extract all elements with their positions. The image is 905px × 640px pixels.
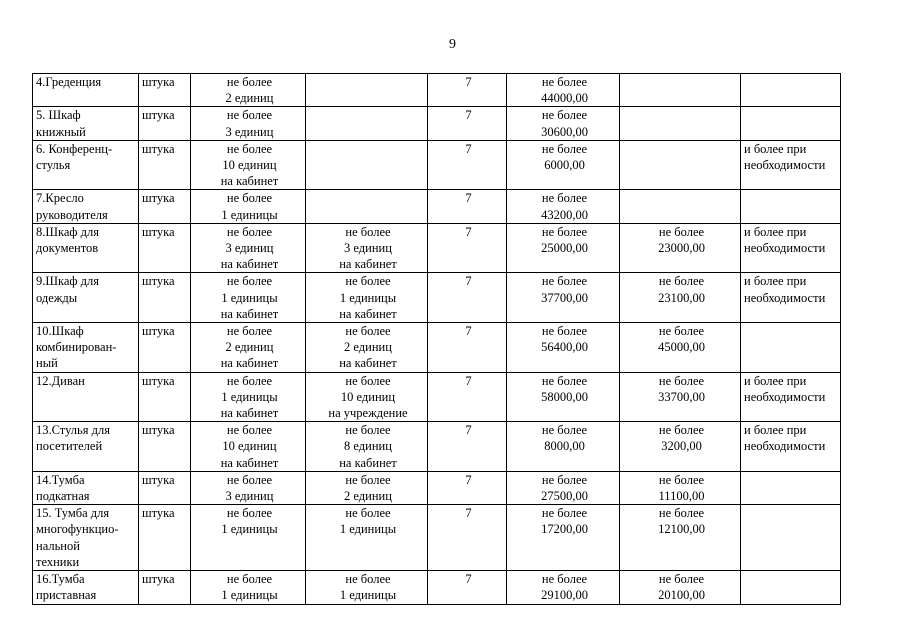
- note-cell: [741, 372, 841, 422]
- price-alt-cell: [620, 505, 741, 571]
- cell-line: на кабинет: [339, 306, 397, 321]
- quantity-alt-cell: [306, 190, 428, 223]
- price-cell: [507, 372, 620, 422]
- cell-line: не более: [226, 75, 273, 89]
- price-cell: [507, 74, 620, 107]
- cell-line: 45000,00: [658, 340, 705, 355]
- cell-line: 23000,00: [658, 241, 705, 256]
- cell-line: 10.Шкаф: [36, 324, 84, 339]
- item-name-cell: [33, 422, 139, 472]
- cell-line: не более: [345, 224, 391, 239]
- cell-line: 12.Диван: [36, 373, 85, 388]
- unit-cell: штука: [139, 107, 191, 140]
- cell-line: не более: [658, 224, 705, 239]
- quantity-alt-cell: [306, 273, 428, 323]
- quantity-cell: [191, 273, 306, 323]
- unit-cell: штука: [139, 74, 191, 107]
- item-name-cell: [33, 140, 139, 190]
- cell-line: не более: [226, 472, 273, 487]
- quantity-alt-cell: [306, 505, 428, 571]
- service-years-cell: 7: [428, 74, 507, 107]
- cell-line: 2 единиц: [344, 489, 392, 504]
- cell-line: не более: [658, 472, 705, 487]
- item-name-cell: [33, 74, 139, 107]
- cell-line: не более: [345, 324, 391, 339]
- cell-line: 3 единиц: [344, 241, 392, 256]
- cell-line: 3 единиц: [225, 489, 274, 504]
- note-cell: [741, 571, 841, 604]
- cell-line: 43200,00: [541, 207, 588, 222]
- price-alt-cell: [620, 372, 741, 422]
- cell-line: на кабинет: [339, 356, 397, 371]
- cell-line: 9.Шкаф для: [36, 274, 99, 289]
- price-alt-cell: [620, 422, 741, 472]
- note-cell: [741, 107, 841, 140]
- cell-line: руководителя: [36, 207, 108, 222]
- cell-line: 58000,00: [541, 389, 588, 404]
- cell-line: на кабинет: [220, 174, 279, 189]
- cell-line: не более: [541, 224, 588, 239]
- service-years-cell: 7: [428, 571, 507, 604]
- cell-line: 13.Стулья для: [36, 423, 110, 438]
- cell-line: не более: [226, 108, 273, 123]
- cell-line: 2 единиц: [225, 91, 274, 106]
- cell-line: 10 единиц: [222, 158, 277, 173]
- item-name-cell: [33, 471, 139, 504]
- price-alt-cell: [620, 273, 741, 323]
- cell-line: не более: [658, 423, 705, 438]
- price-cell: [507, 505, 620, 571]
- cell-line: не более: [541, 373, 588, 388]
- service-years-cell: 7: [428, 140, 507, 190]
- cell-line: необходимости: [744, 241, 826, 256]
- cell-line: не более: [226, 506, 273, 521]
- price-cell: [507, 323, 620, 373]
- quantity-cell: [191, 505, 306, 571]
- price-alt-cell: [620, 223, 741, 273]
- cell-line: 8 единиц: [344, 439, 392, 454]
- quantity-alt-cell: [306, 323, 428, 373]
- cell-line: не более: [345, 472, 391, 487]
- table-row: [33, 422, 841, 472]
- note-cell: [741, 223, 841, 273]
- cell-line: на учреждение: [328, 406, 408, 421]
- cell-line: необходимости: [744, 439, 826, 454]
- cell-line: 7.Кресло: [36, 191, 84, 206]
- cell-line: не более: [345, 373, 391, 388]
- quantity-cell: [191, 471, 306, 504]
- cell-line: 1 единицы: [339, 290, 397, 305]
- cell-line: на кабинет: [220, 257, 279, 272]
- cell-line: 17200,00: [541, 522, 588, 537]
- cell-line: 2 единиц: [225, 340, 274, 355]
- quantity-cell: [191, 372, 306, 422]
- table-row: [33, 471, 841, 504]
- quantity-alt-cell: [306, 422, 428, 472]
- quantity-cell: [191, 190, 306, 223]
- cell-line: 1 единицы: [221, 389, 278, 404]
- cell-line: не более: [541, 108, 588, 123]
- cell-line: не более: [541, 274, 588, 289]
- cell-line: не более: [658, 572, 705, 587]
- cell-line: не более: [345, 423, 391, 438]
- cell-line: не более: [226, 224, 273, 239]
- cell-line: не более: [345, 572, 391, 587]
- cell-line: 1 единицы: [221, 522, 278, 537]
- table-row: [33, 190, 841, 223]
- price-cell: [507, 107, 620, 140]
- cell-line: 10 единиц: [340, 389, 396, 404]
- cell-line: не более: [541, 141, 588, 156]
- item-name-cell: [33, 323, 139, 373]
- cell-line: не более: [226, 423, 273, 438]
- cell-line: и более при: [744, 274, 807, 289]
- service-years-cell: 7: [428, 422, 507, 472]
- table-row: [33, 505, 841, 571]
- cell-line: 3 единиц: [225, 241, 274, 256]
- quantity-alt-cell: [306, 372, 428, 422]
- cell-line: 29100,00: [541, 588, 588, 603]
- cell-line: 1 единицы: [221, 207, 278, 222]
- note-cell: [741, 190, 841, 223]
- cell-line: 6000,00: [544, 158, 585, 173]
- cell-line: многофункцио-: [36, 522, 119, 537]
- table-row: [33, 323, 841, 373]
- item-name-cell: [33, 505, 139, 571]
- item-name-cell: [33, 107, 139, 140]
- cell-line: не более: [226, 373, 273, 388]
- price-alt-cell: [620, 471, 741, 504]
- price-cell: [507, 140, 620, 190]
- cell-line: не более: [541, 423, 588, 438]
- note-cell: [741, 140, 841, 190]
- note-cell: [741, 74, 841, 107]
- cell-line: 33700,00: [658, 389, 705, 404]
- cell-line: не более: [226, 191, 273, 206]
- note-cell: [741, 422, 841, 472]
- cell-line: не более: [226, 274, 273, 289]
- cell-line: не более: [226, 324, 273, 339]
- cell-line: 8.Шкаф для: [36, 224, 99, 239]
- quantity-alt-cell: [306, 107, 428, 140]
- price-cell: [507, 190, 620, 223]
- cell-line: 6. Конференц-: [36, 141, 113, 156]
- cell-line: не более: [541, 75, 588, 89]
- unit-cell: штука: [139, 323, 191, 373]
- cell-line: не более: [658, 506, 705, 521]
- cell-line: 16.Тумба: [36, 572, 85, 587]
- cell-line: 1 единицы: [339, 588, 397, 603]
- note-cell: [741, 323, 841, 373]
- cell-line: 4.Греденция: [36, 75, 102, 89]
- cell-line: на кабинет: [339, 455, 397, 470]
- unit-cell: штука: [139, 273, 191, 323]
- cell-line: не более: [226, 141, 273, 156]
- cell-line: 10 единиц: [222, 439, 277, 454]
- cell-line: и более при: [744, 141, 807, 156]
- table-row: [33, 74, 841, 107]
- service-years-cell: 7: [428, 273, 507, 323]
- cell-line: на кабинет: [220, 455, 279, 470]
- price-cell: [507, 422, 620, 472]
- cell-line: не более: [658, 373, 705, 388]
- item-name-cell: [33, 571, 139, 604]
- price-cell: [507, 471, 620, 504]
- cell-line: комбинирован-: [36, 340, 117, 355]
- cell-line: не более: [541, 572, 588, 587]
- cell-line: 25000,00: [541, 241, 588, 256]
- cell-line: необходимости: [744, 389, 826, 404]
- table-row: [33, 107, 841, 140]
- table-row: [33, 140, 841, 190]
- cell-line: не более: [541, 191, 588, 206]
- cell-line: 27500,00: [541, 489, 588, 504]
- cell-line: не более: [541, 506, 588, 521]
- table-row: [33, 571, 841, 604]
- cell-line: документов: [36, 241, 99, 256]
- cell-line: не более: [541, 472, 588, 487]
- table-row: [33, 372, 841, 422]
- cell-line: 15. Тумба для: [36, 506, 110, 521]
- cell-line: необходимости: [744, 158, 826, 173]
- unit-cell: штука: [139, 505, 191, 571]
- price-cell: [507, 273, 620, 323]
- item-name-cell: [33, 223, 139, 273]
- note-cell: [741, 505, 841, 571]
- cell-line: 44000,00: [541, 91, 588, 106]
- unit-cell: штука: [139, 190, 191, 223]
- cell-line: на кабинет: [339, 257, 397, 272]
- service-years-cell: 7: [428, 505, 507, 571]
- service-years-cell: 7: [428, 323, 507, 373]
- cell-line: и более при: [744, 224, 807, 239]
- item-name-cell: [33, 190, 139, 223]
- price-alt-cell: [620, 323, 741, 373]
- cell-line: и более при: [744, 373, 807, 388]
- cell-line: 8000,00: [544, 439, 585, 454]
- quantity-cell: [191, 422, 306, 472]
- quantity-cell: [191, 74, 306, 107]
- cell-line: 56400,00: [541, 340, 588, 355]
- page-number: 9: [449, 37, 456, 52]
- quantity-alt-cell: [306, 471, 428, 504]
- cell-line: 37700,00: [541, 290, 588, 305]
- item-name-cell: [33, 273, 139, 323]
- cell-line: 2 единиц: [344, 340, 392, 355]
- cell-line: 11100,00: [658, 489, 705, 504]
- cell-line: и более при: [744, 423, 807, 438]
- cell-line: 20100,00: [658, 588, 705, 603]
- price-alt-cell: [620, 571, 741, 604]
- unit-cell: штука: [139, 571, 191, 604]
- cell-line: не более: [658, 324, 705, 339]
- price-alt-cell: [620, 107, 741, 140]
- cell-line: 1 единицы: [221, 290, 278, 305]
- cell-line: книжный: [36, 124, 86, 139]
- cell-line: не более: [541, 324, 588, 339]
- cell-line: подкатная: [36, 489, 90, 504]
- service-years-cell: 7: [428, 223, 507, 273]
- cell-line: необходимости: [744, 290, 826, 305]
- unit-cell: штука: [139, 372, 191, 422]
- price-alt-cell: [620, 190, 741, 223]
- price-cell: [507, 571, 620, 604]
- cell-line: 12100,00: [658, 522, 705, 537]
- cell-line: не более: [345, 274, 391, 289]
- quantity-cell: [191, 223, 306, 273]
- service-years-cell: 7: [428, 372, 507, 422]
- cell-line: не более: [226, 572, 273, 587]
- cell-line: на кабинет: [220, 406, 279, 421]
- note-cell: [741, 273, 841, 323]
- note-cell: [741, 471, 841, 504]
- cell-line: 1 единицы: [221, 588, 278, 603]
- price-alt-cell: [620, 74, 741, 107]
- cell-line: стулья: [36, 158, 71, 173]
- cell-line: ный: [36, 356, 58, 371]
- cell-line: техники: [36, 554, 80, 569]
- table-row: [33, 273, 841, 323]
- table-body: [33, 74, 841, 605]
- service-years-cell: 7: [428, 107, 507, 140]
- quantity-cell: [191, 323, 306, 373]
- cell-line: на кабинет: [220, 306, 279, 321]
- cell-line: 1 единицы: [339, 522, 397, 537]
- unit-cell: штука: [139, 471, 191, 504]
- price-alt-cell: [620, 140, 741, 190]
- service-years-cell: 7: [428, 471, 507, 504]
- cell-line: не более: [345, 506, 391, 521]
- quantity-alt-cell: [306, 140, 428, 190]
- quantity-alt-cell: [306, 571, 428, 604]
- cell-line: 14.Тумба: [36, 472, 85, 487]
- cell-line: на кабинет: [220, 356, 279, 371]
- unit-cell: штука: [139, 140, 191, 190]
- cell-line: нальной: [36, 538, 80, 553]
- cell-line: посетителей: [36, 439, 103, 454]
- quantity-cell: [191, 571, 306, 604]
- furniture-norms-table: [32, 73, 841, 605]
- item-name-cell: [33, 372, 139, 422]
- cell-line: 3 единиц: [225, 124, 274, 139]
- cell-line: 23100,00: [658, 290, 705, 305]
- unit-cell: штука: [139, 422, 191, 472]
- table-row: [33, 223, 841, 273]
- quantity-alt-cell: [306, 74, 428, 107]
- cell-line: не более: [658, 274, 705, 289]
- quantity-cell: [191, 107, 306, 140]
- quantity-cell: [191, 140, 306, 190]
- cell-line: 3200,00: [661, 439, 702, 454]
- quantity-alt-cell: [306, 223, 428, 273]
- unit-cell: штука: [139, 223, 191, 273]
- cell-line: одежды: [36, 290, 78, 305]
- cell-line: приставная: [36, 588, 97, 603]
- cell-line: 30600,00: [541, 124, 588, 139]
- service-years-cell: 7: [428, 190, 507, 223]
- price-cell: [507, 223, 620, 273]
- cell-line: 5. Шкаф: [36, 108, 81, 123]
